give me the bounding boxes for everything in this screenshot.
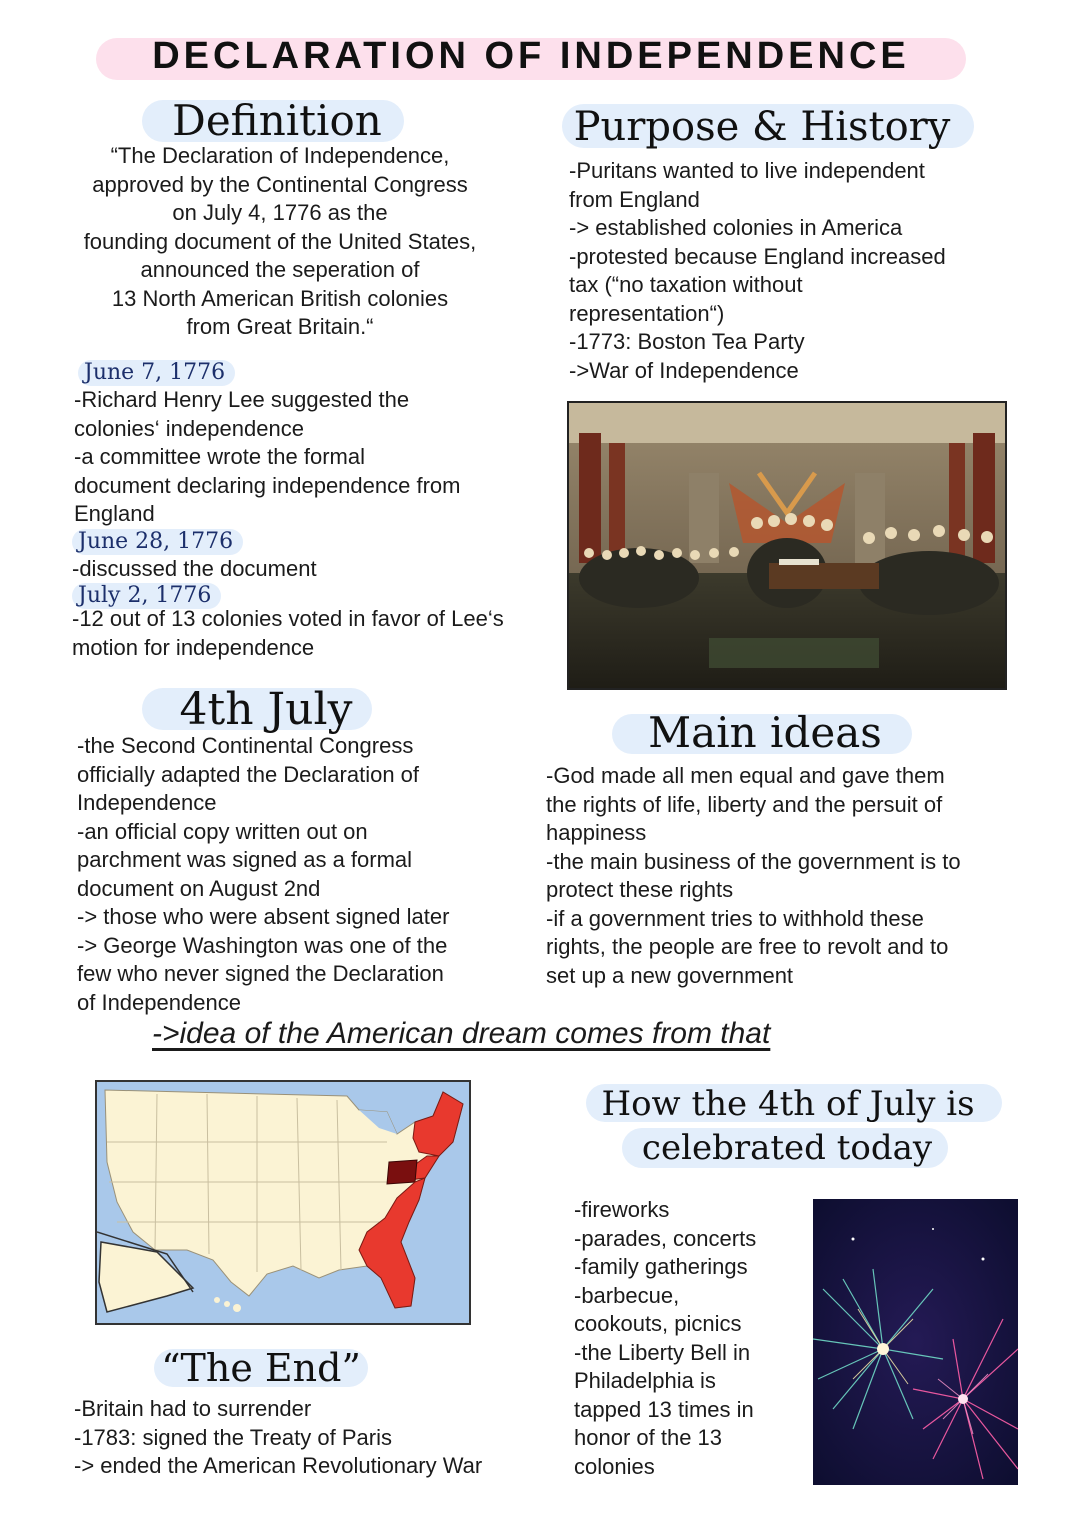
the-end-line: -> ended the American Revolutionary War [74,1453,483,1478]
the-end-text [74,1395,544,1481]
fourth-july-line: document on August 2nd [77,875,321,901]
definition-line: “The Declaration of Independence, [110,143,450,168]
timeline-line: -a committee wrote the formal [74,444,365,469]
date-june-7: June 7, 1776 [78,360,235,386]
timeline-line: -discussed the document [72,555,317,581]
fourth-july-line: -> those who were absent signed later [77,904,450,929]
fourth-july-line: Independence [77,790,217,815]
purpose-text [569,157,1039,385]
the-end-line: -1783: signed the Treaty of Paris [74,1424,392,1450]
celebration-line: cookouts, picnics [574,1311,742,1336]
definition-heading: Definition [172,96,382,145]
purpose-line: -> established colonies in America [569,215,903,240]
definition-line: 13 North American British colonies [111,285,449,311]
timeline-line: -12 out of 13 colonies voted in favor of Lee‘s [72,606,504,631]
timeline-line: document declaring independence from [74,472,461,498]
purpose-line: from England [569,186,700,212]
celebration-text [574,1196,814,1481]
fourth-july-line: -> George Washington was one of the [77,932,448,958]
celebration-line: -the Liberty Bell in [574,1339,751,1365]
celebration-line: -family gatherings [574,1254,748,1279]
celebration-line: colonies [574,1453,655,1479]
celebration-line: -fireworks [574,1197,670,1222]
celebration-line: tapped 13 times in [574,1396,754,1422]
page-title: DECLARATION OF INDEPENDENCE [152,35,910,77]
definition-line: from Great Britain.“ [186,314,374,339]
purpose-line: ->War of Independence [569,357,799,383]
fireworks-illustration [813,1199,1018,1485]
date-july-2: July 2, 1776 [72,583,221,609]
fourth-july-line: -an official copy written out on [77,818,368,844]
fourth-july-line: officially adapted the Declaration of [77,761,420,787]
main-ideas-line: the rights of life, liberty and the persuit of [546,791,943,817]
fireworks-image [813,1199,1018,1485]
painting-illustration [569,403,1005,688]
celebration-line: -barbecue, [574,1282,680,1308]
purpose-line: tax (“no taxation without [569,272,803,297]
celebration-heading-line-1: How the 4th of July is [601,1084,975,1124]
main-ideas-text [546,762,1046,990]
main-ideas-line: protect these rights [546,877,734,902]
fourth-july-line: few who never signed the Declaration [77,961,444,986]
definition-line: founding document of the United States, [83,228,477,254]
fourth-july-line: parchment was signed as a formal [77,847,413,872]
purpose-heading: Purpose & History [573,104,951,150]
timeline-line: -Richard Henry Lee suggested the [74,387,410,412]
timeline-line: England [74,501,155,526]
purpose-line: -protested because England increased [569,243,946,269]
main-ideas-line: -God made all men equal and gave them [546,763,945,788]
main-ideas-line: rights, the people are free to revolt and to [546,934,949,959]
date-june-28: June 28, 1776 [72,529,243,555]
main-ideas-line: -if a government tries to withhold these [546,905,924,931]
timeline [72,360,562,662]
celebration-line: Philadelphia is [574,1368,716,1393]
main-ideas-heading: Main ideas [648,708,882,757]
fourth-july-line: of Independence [77,989,241,1015]
definition-text [40,142,520,342]
fourth-july-heading: 4th July [179,684,353,735]
main-ideas-line: set up a new government [546,962,794,988]
main-ideas-line: -the main business of the government is to [546,848,961,874]
fourth-july-line: -the Second Continental Congress [77,733,414,758]
definition-line: on July 4, 1776 as the [172,200,388,225]
timeline-line: motion for independence [72,634,315,660]
definition-line: announced the seperation of [140,257,420,282]
the-end-heading: “The End” [161,1346,361,1390]
american-dream-note: ->idea of the American dream comes from that [152,1017,771,1050]
celebration-line: honor of the 13 [574,1425,723,1450]
declaration-signing-painting [567,401,1007,690]
celebration-heading-line-2: celebrated today [641,1128,933,1168]
timeline-line: colonies‘ independence [74,415,304,441]
main-ideas-line: happiness [546,820,647,845]
celebration-line: -parades, concerts [574,1225,757,1251]
purpose-line: representation“) [569,300,725,326]
definition-line: approved by the Continental Congress [92,171,468,197]
thirteen-colonies-map [95,1080,471,1325]
the-end-line: -Britain had to surrender [74,1396,312,1421]
map-illustration [97,1082,469,1323]
fourth-july-text [77,732,547,1017]
purpose-line: -1773: Boston Tea Party [569,329,805,354]
purpose-line: -Puritans wanted to live independent [569,158,925,183]
